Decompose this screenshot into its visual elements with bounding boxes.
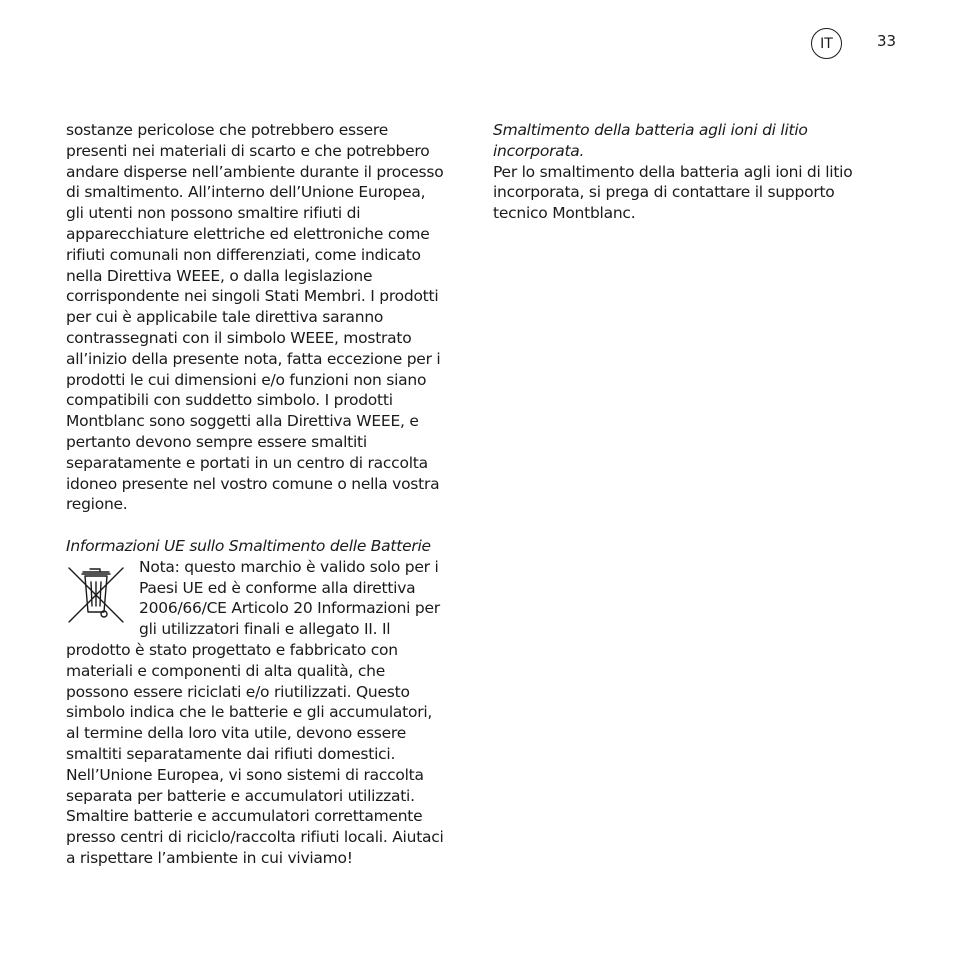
page-header [811,28,897,59]
text-line: tecnico Montblanc. [493,204,636,223]
text-line: a rispettare l’ambiente in cui viviamo! [66,848,353,867]
text-line: 2006/66/CE Articolo 20 Informazioni per [139,599,440,618]
language-badge: IT [811,28,842,59]
heading-line: incorporata. [493,141,585,160]
text-line: separatamente e portati in un centro di raccolta [66,453,428,472]
text-line: Paesi UE ed è conforme alla direttiva [139,578,416,597]
text-line: prodotti le cui dimensioni e/o funzioni non siano [66,370,427,389]
text-line: al termine della loro vita utile, devono essere [66,724,406,743]
text-line: separata per batterie e accumulatori utilizzati. [66,786,415,805]
text-line: per cui è applicabile tale direttiva saranno [66,308,384,327]
text-line: presenti nei materiali di scarto e che potrebbero [66,141,430,160]
text-line: sostanze pericolose che potrebbero essere [66,121,388,139]
text-line: compatibili con suddetto simbolo. I prodotti [66,391,393,410]
text-line: Nota: questo marchio è valido solo per i [139,557,439,576]
text-line: Per lo smaltimento della batteria agli ioni di litio [493,162,853,181]
text-line: smaltiti separatamente dai rifiuti domestici. [66,744,396,763]
text-line: possono essere riciclati e/o riutilizzati. Questo [66,682,410,701]
text-line: incorporata, si prega di contattare il supporto [493,183,835,202]
text-line: idoneo presente nel vostro comune o nella vostra [66,474,440,493]
text-line: Nell’Unione Europea, vi sono sistemi di raccolta [66,765,424,784]
text-line: contrassegnati con il simbolo WEEE, mostrato [66,328,412,347]
text-line: rifiuti comunali non differenziati, come indicato [66,245,421,264]
text-line: pertanto devono sempre essere smaltiti [66,432,367,451]
page-number: 33 [877,32,897,50]
heading-line: Smaltimento della batteria agli ioni di litio [493,121,808,139]
text-line: apparecchiature elettriche ed elettroniche come [66,224,430,243]
text-line: all’inizio della presente nota, fatta eccezione per i [66,349,441,368]
text-line: gli utilizzatori finali e allegato II. Il [139,620,391,639]
battery-notice [66,557,476,869]
right-column [493,120,883,224]
text-line: corrispondente nei singoli Stati Membri. I prodotti [66,287,439,306]
text-line: Montblanc sono soggetti alla Direttiva WEEE, e [66,412,419,431]
battery-section-heading: Informazioni UE sullo Smaltimento delle Batterie [66,536,431,555]
text-line: materiali e componenti di alta qualità, che [66,661,386,680]
left-column [66,120,476,869]
crossed-out-wheeled-bin-icon [66,560,126,626]
text-line: prodotto è stato progettato e fabbricato con [66,640,398,659]
text-line: nella Direttiva WEEE, o dalla legislazione [66,266,373,285]
text-line: presso centri di riciclo/raccolta rifiuti locali. Aiutaci [66,828,444,847]
lithium-battery-paragraph [493,162,883,224]
weee-paragraph [66,120,476,515]
text-line: andare disperse nell’ambiente durante il processo [66,162,444,181]
text-line: gli utenti non possono smaltire rifiuti di [66,204,361,223]
text-line: regione. [66,495,128,514]
paragraph-gap [66,515,476,536]
lithium-battery-heading [493,120,883,162]
text-line: simbolo indica che le batterie e gli accumulatori, [66,703,433,722]
text-line: Smaltire batterie e accumulatori correttamente [66,807,423,826]
text-line: di smaltimento. All’interno dell’Unione Europea, [66,183,426,202]
